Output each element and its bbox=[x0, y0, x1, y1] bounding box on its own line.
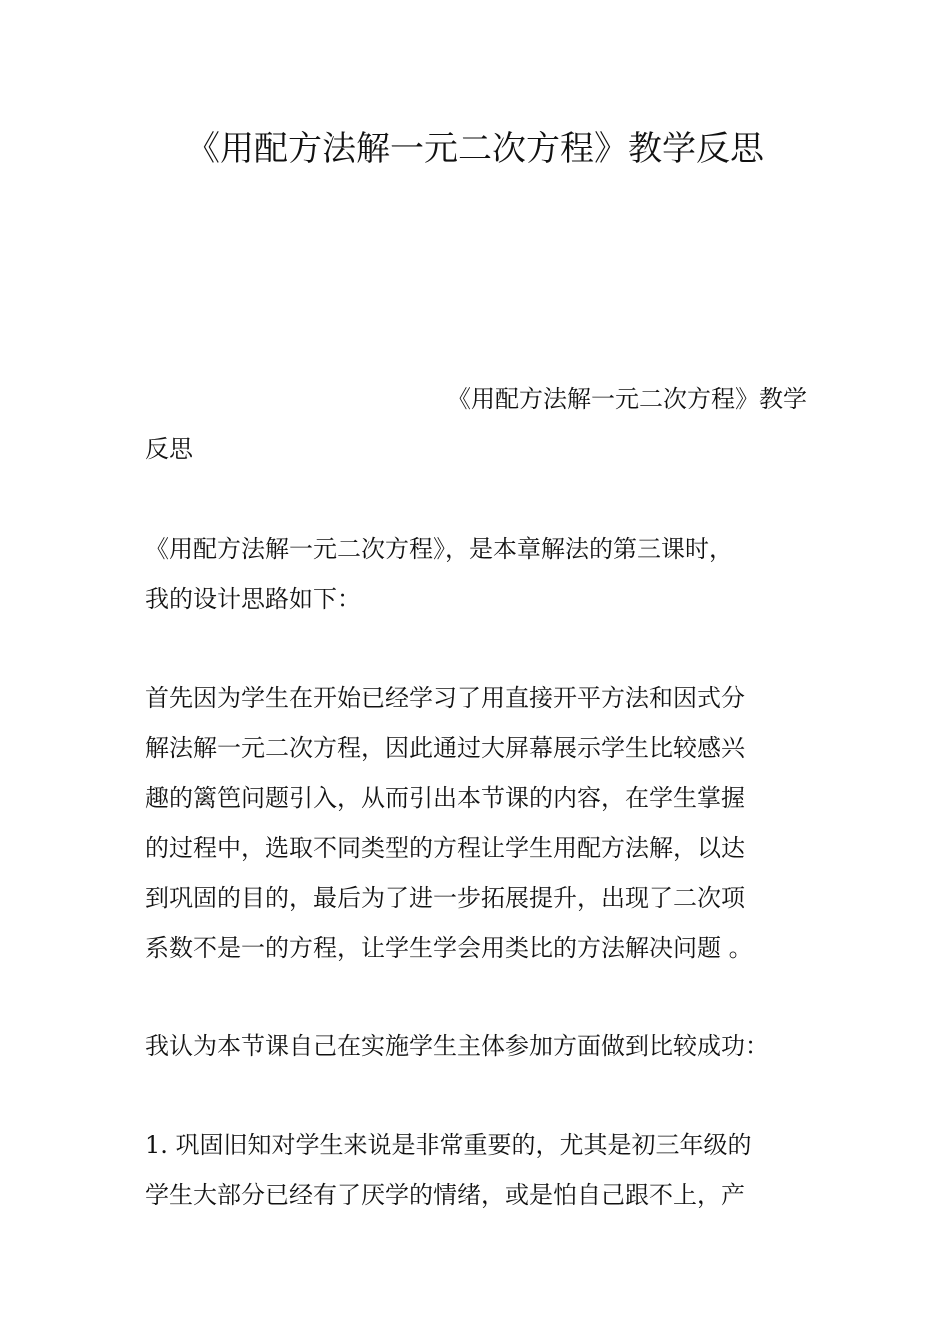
text-line: 《用配方法解一元二次方程》，是本章解法的第三课时， bbox=[145, 535, 733, 563]
heading-line: 反思 bbox=[145, 435, 193, 463]
text-line: 1. 巩固旧知对学生来说是非常重要的，尤其是初三年级的 bbox=[145, 1131, 752, 1159]
reflection-paragraph bbox=[145, 1021, 807, 1071]
design-paragraph bbox=[145, 673, 807, 973]
text-line: 系数不是一的方程，让学生学会用类比的方法解决问题 。 bbox=[145, 934, 753, 962]
intro-paragraph bbox=[145, 524, 807, 624]
text-line: 趣的篱笆问题引入，从而引出本节课的内容，在学生掌握 bbox=[145, 784, 745, 812]
numbered-point-paragraph bbox=[145, 1120, 807, 1220]
text-line: 到巩固的目的，最后为了进一步拓展提升，出现了二次项 bbox=[145, 884, 745, 912]
text-line: 我认为本节课自己在实施学生主体参加方面做到比较成功： bbox=[145, 1032, 769, 1060]
document-title: 《用配方法解一元二次方程》教学反思 bbox=[186, 129, 764, 169]
text-line: 我的设计思路如下： bbox=[145, 585, 361, 613]
text-line: 学生大部分已经有了厌学的情绪，或是怕自己跟不上，产 bbox=[145, 1181, 745, 1209]
text-line: 解法解一元二次方程，因此通过大屏幕展示学生比较感兴 bbox=[145, 734, 745, 762]
text-line: 的过程中，选取不同类型的方程让学生用配方法解，以达 bbox=[145, 834, 745, 862]
text-line: 首先因为学生在开始已经学习了用直接开平方法和因式分 bbox=[145, 684, 745, 712]
heading-paragraph bbox=[145, 374, 807, 474]
heading-line: 《用配方法解一元二次方程》教学 bbox=[447, 385, 807, 413]
